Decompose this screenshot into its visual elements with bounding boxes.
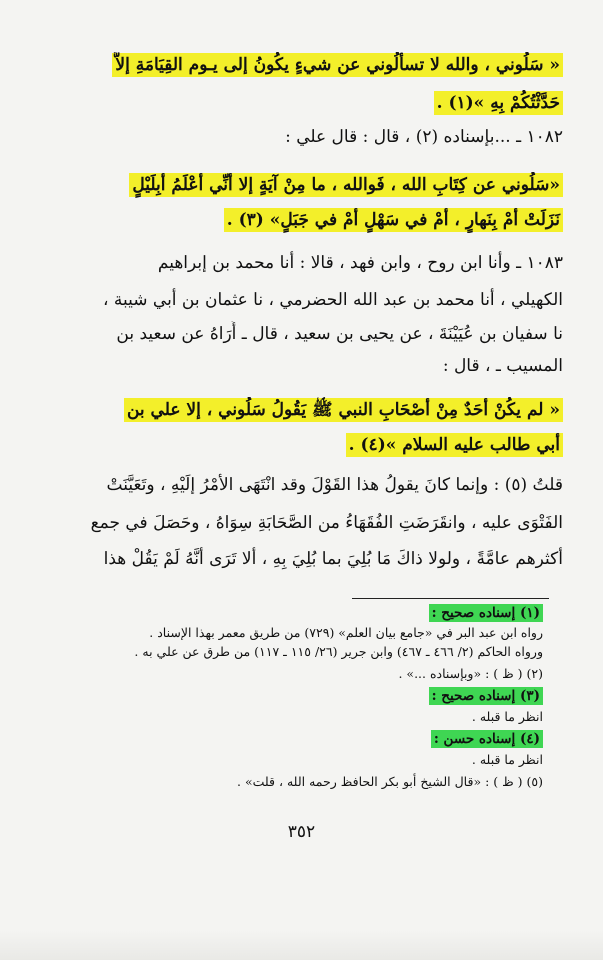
text-line [43, 172, 563, 198]
footnote-line [53, 687, 543, 705]
text-line [43, 397, 563, 423]
text-line [43, 287, 563, 313]
page-number: ٣٥٢ [287, 822, 316, 842]
footnote-text: انظر ما قبله . [471, 752, 543, 767]
footnote-line [53, 751, 543, 769]
footnote-line [53, 624, 543, 642]
footnote-text: انظر ما قبله . [471, 709, 543, 724]
highlighted-text: « سَلُوني ، والله لا تسألُوني عن شيءٍ يكُونُ إلى يـوم القِيَامَةِ إلاَّ [112, 53, 563, 77]
footnote-text: ورواه الحاكم (٢/ ٤٦٦ ـ ٤٦٧) وابن جرير (٢٦/ ١١٥ ـ ١١٧) من طرق عن علي به . [134, 644, 543, 659]
footnote-line [53, 708, 543, 726]
footnote-text: (٢) ( ظ ) : «وبإسناده ...» . [398, 666, 543, 681]
body-text: قلتُ (٥) : وإنما كانَ يقولُ هذا القَوْلَ وقد انْتَهَى الأمْرُ إلَيْهِ ، وتَعَيَّنَتْ [106, 475, 563, 495]
body-text: الفَتْوَى عليه ، وانقَرَضَتِ الفُقَهَاءُ من الصَّحَابَةِ سِوَاهُ ، وحَصَلَ في جمع [90, 513, 563, 533]
highlighted-text: نَزَلَتْ أمْ بِنَهارٍ ، أمْ في سَهْلٍ أمْ في جَبَلٍ» (٣) . [224, 208, 563, 232]
body-text: المسيب ـ ، قال : [442, 356, 563, 376]
scan-edge [0, 930, 603, 960]
footnote-heading: (٤) إسناده حسن : [431, 730, 543, 748]
text-line [43, 250, 563, 276]
highlighted-text: حَدَّثْتُكُمْ بِهِ »(١) . [434, 91, 563, 115]
footnote-line [53, 665, 543, 683]
body-text: نا سفيان بن عُيَيْنَةَ ، عن يحيى بن سعيد ، قال ـ أُرَاهُ عن سعيد بن [116, 324, 563, 344]
body-text: أكثرهم عامَّةً ، ولولا ذاكَ مَا بُلِيَ بما بُلِيَ بِهِ ، ألا تَرَى أنَّهُ لَمْ يَقُلْ هذا [103, 549, 563, 569]
footnote-text: (٥) ( ظ ) : «قال الشيخ أبو بكر الحافظ رحمه الله ، قلت» . [237, 774, 543, 789]
body-text: ١٠٨٢ ـ ...بإسناده (٢) ، قال : قال علي : [285, 127, 563, 147]
text-line [43, 353, 563, 379]
text-line [43, 432, 563, 458]
footnote-line [53, 773, 543, 791]
text-line [43, 124, 563, 150]
footnote-divider [352, 598, 549, 599]
footnote-heading: (٣) إسناده صحيح : [429, 687, 543, 705]
highlighted-text: أبي طالب عليه السلام »(٤) . [346, 433, 563, 457]
text-line [43, 90, 563, 116]
body-text: الكهيلي ، أنا محمد بن عبد الله الحضرمي ، نا عثمان بن أبي شيبة ، [102, 290, 563, 310]
highlighted-text: «سَلُوني عن كِتَابِ الله ، فَوالله ، ما مِنْ آيَةٍ إلا أنِّي أعْلَمُ أبِلَيْلٍ [129, 173, 563, 197]
text-line [43, 510, 563, 536]
body-text: ١٠٨٣ ـ وأنا ابن روح ، وابن فهد ، قالا : أنا محمد بن إبراهيم [157, 253, 563, 273]
text-line [43, 52, 563, 78]
footnote-line [53, 604, 543, 622]
footnote-line [53, 730, 543, 748]
text-line [43, 207, 563, 233]
highlighted-text: « لم يكُنْ أحَدٌ مِنْ أصْحَابِ النبي ﷺ يَقُولُ سَلُوني ، إلا علي بن [124, 398, 563, 422]
footnote-line [53, 643, 543, 661]
footnote-heading: (١) إسناده صحيح : [429, 604, 543, 622]
text-line [43, 321, 563, 347]
footnote-text: رواه ابن عبد البر في «جامع بيان العلم» (٧٢٩) من طريق معمر بهذا الإسناد . [149, 625, 543, 640]
text-line [43, 472, 563, 498]
text-line [43, 546, 563, 572]
